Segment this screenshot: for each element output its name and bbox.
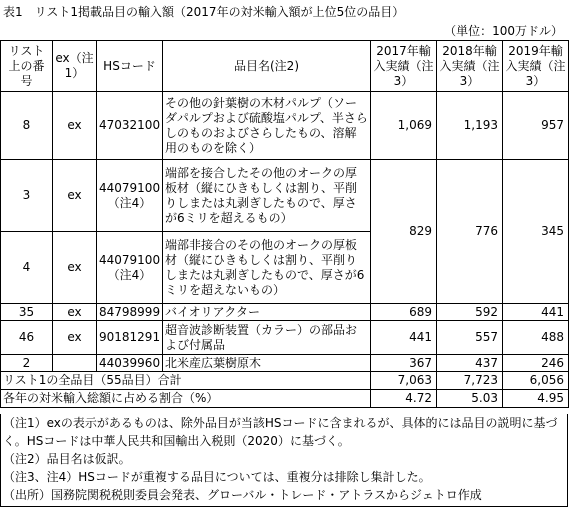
cell-no: 35 (1, 304, 53, 321)
cell-item: 超音波診断装置（カラー）の部品および付属品 (163, 321, 371, 355)
table-row (1, 304, 569, 321)
header-hs: HSコード (97, 41, 163, 92)
cell-2017: 1,069 (371, 92, 437, 160)
unit-label: （単位：100万ドル） (444, 24, 563, 38)
cell-2019: 957 (503, 92, 569, 160)
header-2019: 2019年輸入実績（注3） (503, 41, 569, 92)
header-list-no: リスト上の番号 (1, 41, 53, 92)
import-table (0, 40, 569, 408)
share-2018: 5.03 (437, 390, 503, 408)
total-2018: 7,723 (437, 372, 503, 390)
cell-no: 8 (1, 92, 53, 160)
cell-2017: 367 (371, 355, 437, 372)
note-1: （注1）exの表示があるものは、除外品目が当該HSコードに含まれるが、具体的には品目の説明に基づく。HSコードは中華人民共和国輸出入税則（2020）に基づく。 (3, 416, 558, 448)
table-row (1, 160, 569, 232)
cell-no: 2 (1, 355, 53, 372)
share-2017: 4.72 (371, 390, 437, 408)
note-3: （注3、注4）HSコードが重複する品目については、重複分は排除し集計した。 (3, 470, 431, 484)
cell-item: バイオリアクター (163, 304, 371, 321)
cell-ex: ex (53, 304, 97, 321)
share-row (1, 390, 569, 408)
total-row (1, 372, 569, 390)
cell-2018: 557 (437, 321, 503, 355)
share-2019: 4.95 (503, 390, 569, 408)
cell-2018: 592 (437, 304, 503, 321)
share-label: 各年の対米輸入総額に占める割合（%） (1, 390, 371, 408)
note-source: （出所）国務院関税税則委員会発表、グローバル・トレード・アトラスからジェトロ作成 (3, 488, 482, 502)
cell-ex: ex (53, 232, 97, 304)
cell-hs: 84798999 (97, 304, 163, 321)
cell-ex: ex (53, 321, 97, 355)
cell-2017: 689 (371, 304, 437, 321)
header-2017: 2017年輸入実績（注3） (371, 41, 437, 92)
cell-2017: 441 (371, 321, 437, 355)
header-row (1, 41, 569, 92)
table-title: 表1 リスト1掲載品目の輸入額（2017年の対米輸入額が上位5位の品目） (3, 5, 405, 19)
header-2018: 2018年輸入実績（注3） (437, 41, 503, 92)
cell-no: 3 (1, 160, 53, 232)
header-item: 品目名(注2) (163, 41, 371, 92)
cell-no: 4 (1, 232, 53, 304)
cell-2019: 488 (503, 321, 569, 355)
cell-item: 端部を接合したその他のオークの厚板材（縦にひきもしくは割り、平削りしまたは丸剥ぎしたもので、厚さが6ミリを超えるもの） (163, 160, 371, 232)
header-ex: ex（注1） (53, 41, 97, 92)
cell-2018: 437 (437, 355, 503, 372)
total-2017: 7,063 (371, 372, 437, 390)
cell-ex: ex (53, 92, 97, 160)
cell-item: 北米産広葉樹原木 (163, 355, 371, 372)
cell-hs: 44039960 (97, 355, 163, 372)
cell-hs: 90181291 (97, 321, 163, 355)
notes-block (0, 414, 568, 507)
table-row (1, 92, 569, 160)
note-2: （注2）品目名は仮訳。 (3, 452, 131, 466)
cell-2017-merged: 829 (371, 160, 437, 304)
cell-2019-merged: 345 (503, 160, 569, 304)
total-2019: 6,056 (503, 372, 569, 390)
cell-hs: 44079100（注4） (97, 160, 163, 232)
cell-no: 46 (1, 321, 53, 355)
total-label: リスト1の全品目（55品目）合計 (1, 372, 371, 390)
cell-ex: ex (53, 160, 97, 232)
cell-2018-merged: 776 (437, 160, 503, 304)
cell-2018: 1,193 (437, 92, 503, 160)
cell-2019: 246 (503, 355, 569, 372)
cell-ex (53, 355, 97, 372)
cell-item: 端部非接合のその他のオークの厚板材（縦にひきもしくは割り、平削りしまたは丸剥ぎしたもので、厚さが6ミリを超えないもの） (163, 232, 371, 304)
cell-hs: 44079100（注4） (97, 232, 163, 304)
cell-2019: 441 (503, 304, 569, 321)
cell-item: その他の針葉樹の木材パルプ（ソーダパルプおよび硫酸塩パルプ、半さらしのものおよびさらしたもの、溶解用のものを除く） (163, 92, 371, 160)
table-row (1, 355, 569, 372)
cell-hs: 47032100 (97, 92, 163, 160)
table-row (1, 321, 569, 355)
